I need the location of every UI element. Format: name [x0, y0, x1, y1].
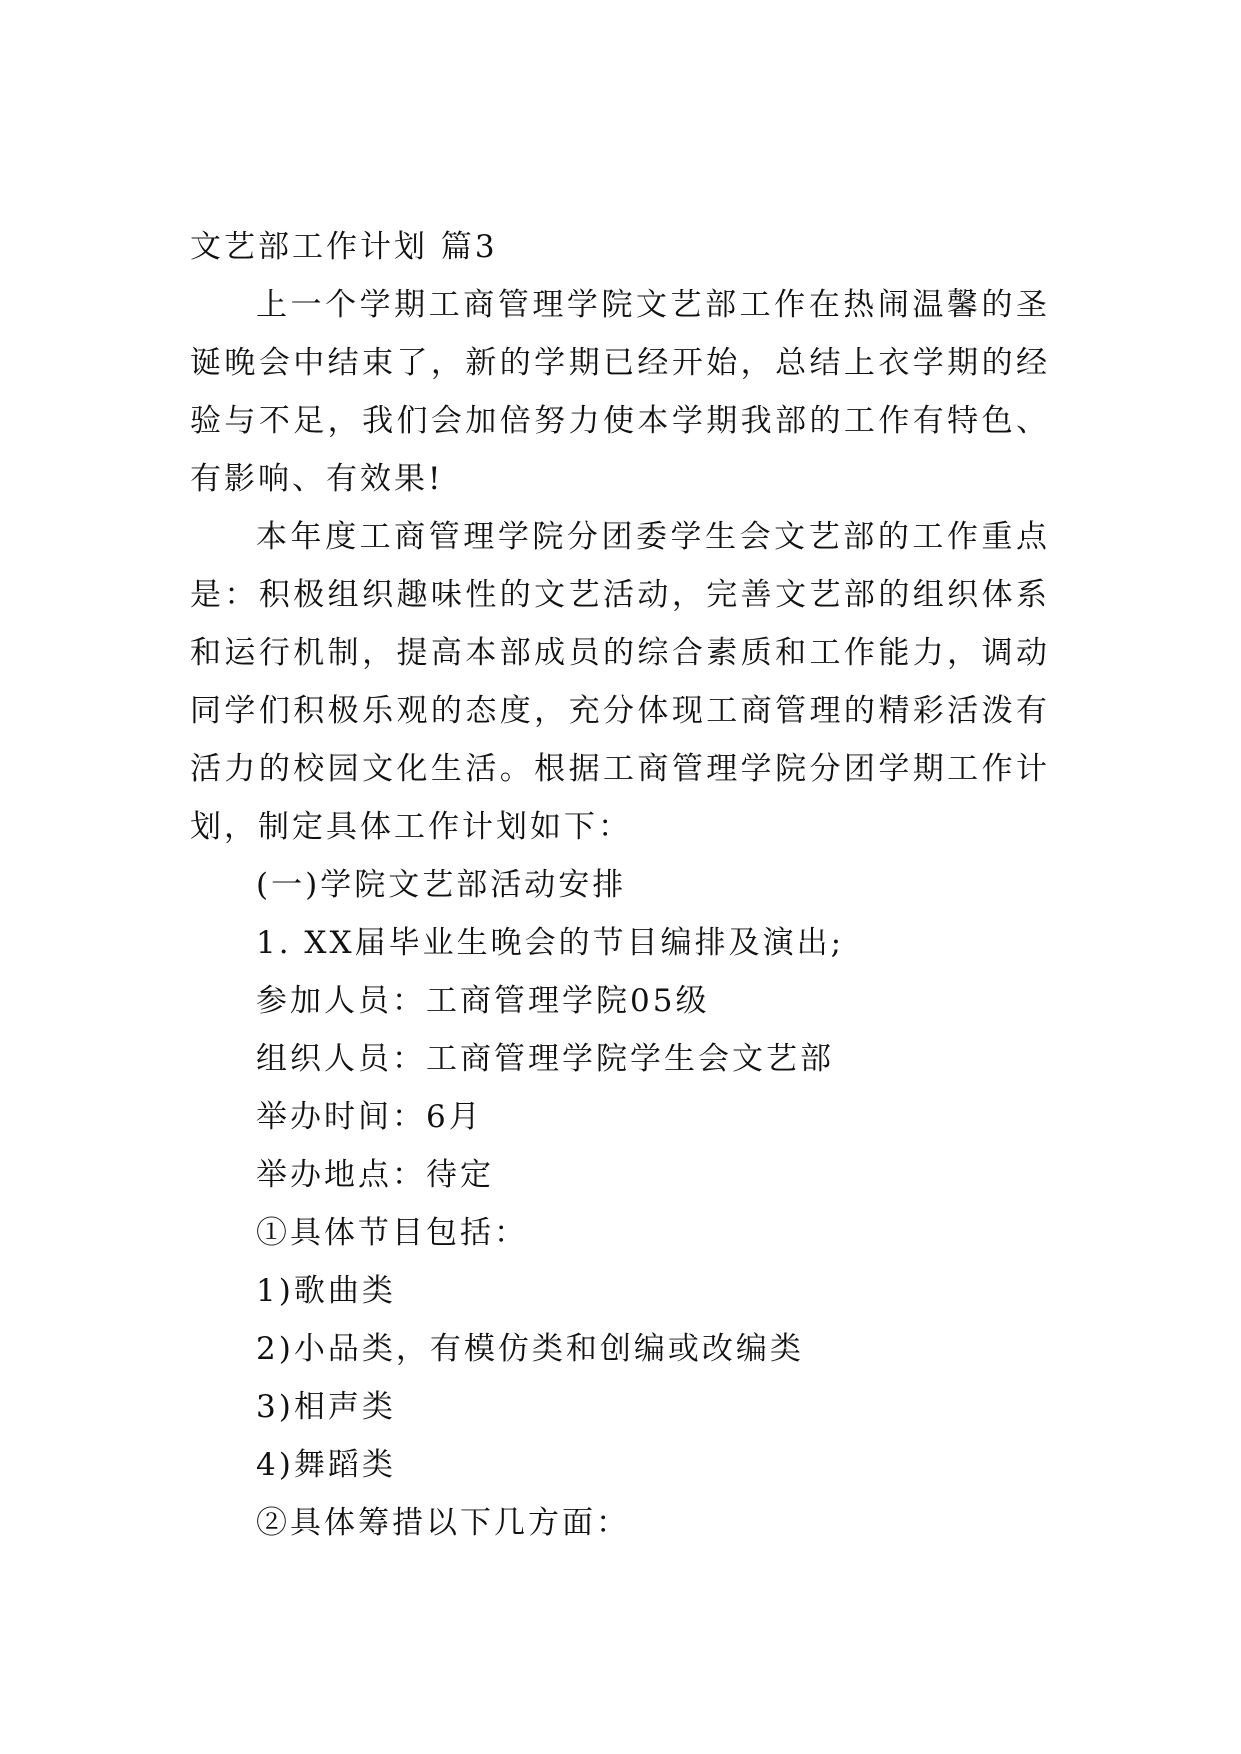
- program-item: 1)歌曲类: [256, 1273, 396, 1309]
- organizers-line: 组织人员：工商管理学院学生会文艺部: [256, 1041, 834, 1077]
- section-heading: (一)学院文艺部活动安排: [256, 867, 627, 903]
- program-heading: ①具体节目包括：: [256, 1215, 528, 1251]
- document-body: [190, 218, 1050, 1552]
- document-title: 文艺部工作计划 篇3: [190, 229, 498, 265]
- program-item: 2)小品类，有模仿类和创编或改编类: [256, 1331, 804, 1367]
- program-item: 3)相声类: [256, 1389, 396, 1425]
- focus-paragraph: 本年度工商管理学院分团委学生会文艺部的工作重点是：积极组织趣味性的文艺活动，完善文艺部的组织体系和运行机制，提高本部成员的综合素质和工作能力，调动同学们积极乐观的态度，充分体现工商管理的精彩活泼有活力的校园文化生活。根据工商管理学院分团学期工作计划，制定具体工作计划如下：: [190, 519, 1050, 845]
- preparation-heading: ②具体筹措以下几方面：: [256, 1505, 630, 1541]
- activity-item: 1. XX届毕业生晚会的节目编排及演出;: [256, 925, 845, 961]
- participants-line: 参加人员：工商管理学院05级: [256, 983, 710, 1019]
- location-line: 举办地点：待定: [256, 1157, 494, 1193]
- intro-paragraph: 上一个学期工商管理学院文艺部工作在热闹温馨的圣诞晚会中结束了，新的学期已经开始，总结上衣学期的经验与不足，我们会加倍努力使本学期我部的工作有特色、有影响、有效果!: [190, 287, 1050, 497]
- program-item: 4)舞蹈类: [256, 1447, 396, 1483]
- time-line: 举办时间：6月: [256, 1099, 483, 1135]
